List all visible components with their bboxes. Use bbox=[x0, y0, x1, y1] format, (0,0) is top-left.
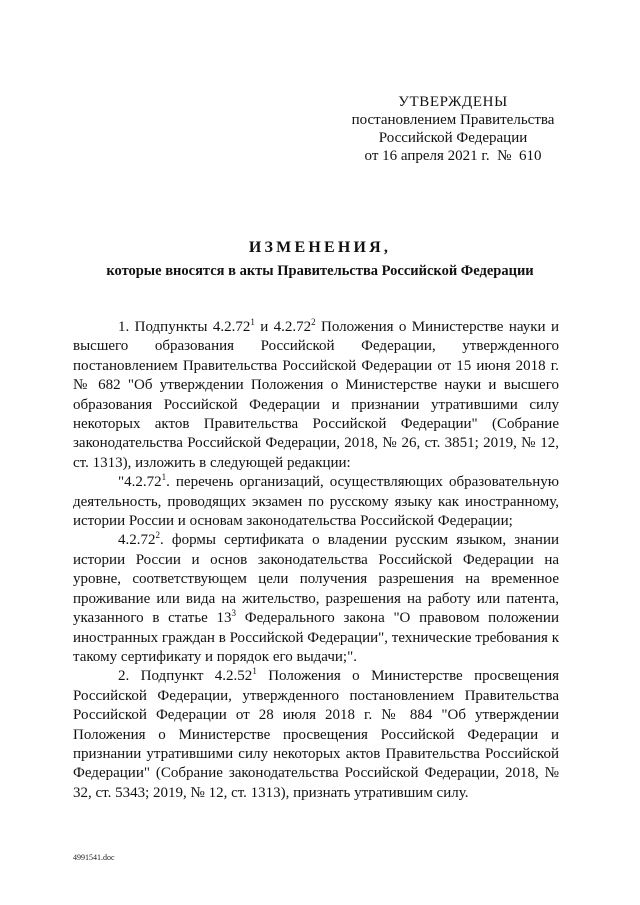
document-title: ИЗМЕНЕНИЯ, bbox=[248, 239, 392, 256]
file-name-footer: 4991541.doc bbox=[73, 853, 115, 862]
approval-block bbox=[338, 93, 568, 165]
approval-heading: УТВЕРЖДЕНЫ bbox=[398, 94, 508, 110]
paragraph-3: 4.2.72$^2$. формы сертификата о владении русским языком, знании истории России и основ законодательства Российской Федерации на уровне, соответствующем цели получения разрешения на временное проживание или вида на жительство, разрешения на работу или патента, указанного в статье $13^3$ Федерального закона "О правовом положении иностранных граждан в Российской Федерации", технические требования к такому сертификату и порядок его выдачи;". bbox=[73, 530, 559, 665]
paragraph-4: 2. Подпункт 4.2.52$^1$ Положения о Министерстве просвещения Российской Федерации, утвержденного постановлением Правительства Российской Федерации от 28 июля 2018 г. № 884 "Об утверждении Положения о Министерстве просвещения Российской Федерации и признании утратившими силу некоторых актов Правительства Российской Федерации" (Собрание законодательства Российской Федерации, 2018, № 32, ст. 5343; 2019, № 12, ст. 1313), признать утратившим силу. bbox=[73, 666, 560, 801]
paragraph-1: 1. Подпункты 4.2.72$^1$ и 4.2.72$^2$ Положения о Министерстве науки и высшего образования Российской Федерации, утвержденного постановлением Правительства Российской Федерации от 15 июня 2018 г. № 682 "Об утверждении Положения о Министерстве науки и высшего образования Российской Федерации и признании утратившими силу некоторых актов Правительства Российской Федерации" (Собрание законодательства Российской Федерации, 2018, № 26, ст. 3851; 2019, № 12, ст. 1313), изложить в следующей редакции: bbox=[73, 317, 559, 471]
paragraph-2: "4.2.72$^1$. перечень организаций, осуществляющих образовательную деятельность, проводящих экзамен по русскому языку как иностранному, истории России и основам законодательства Российской Федерации; bbox=[73, 472, 559, 530]
document-subtitle: которые вносятся в акты Правительства Российской Федерации bbox=[106, 263, 534, 279]
approval-line-country: Российской Федерации bbox=[378, 130, 528, 146]
approval-line-date: от 16 апреля 2021 г. № 610 bbox=[364, 148, 542, 164]
document-body bbox=[73, 318, 559, 803]
approval-line-decree: постановлением Правительства bbox=[351, 112, 555, 128]
